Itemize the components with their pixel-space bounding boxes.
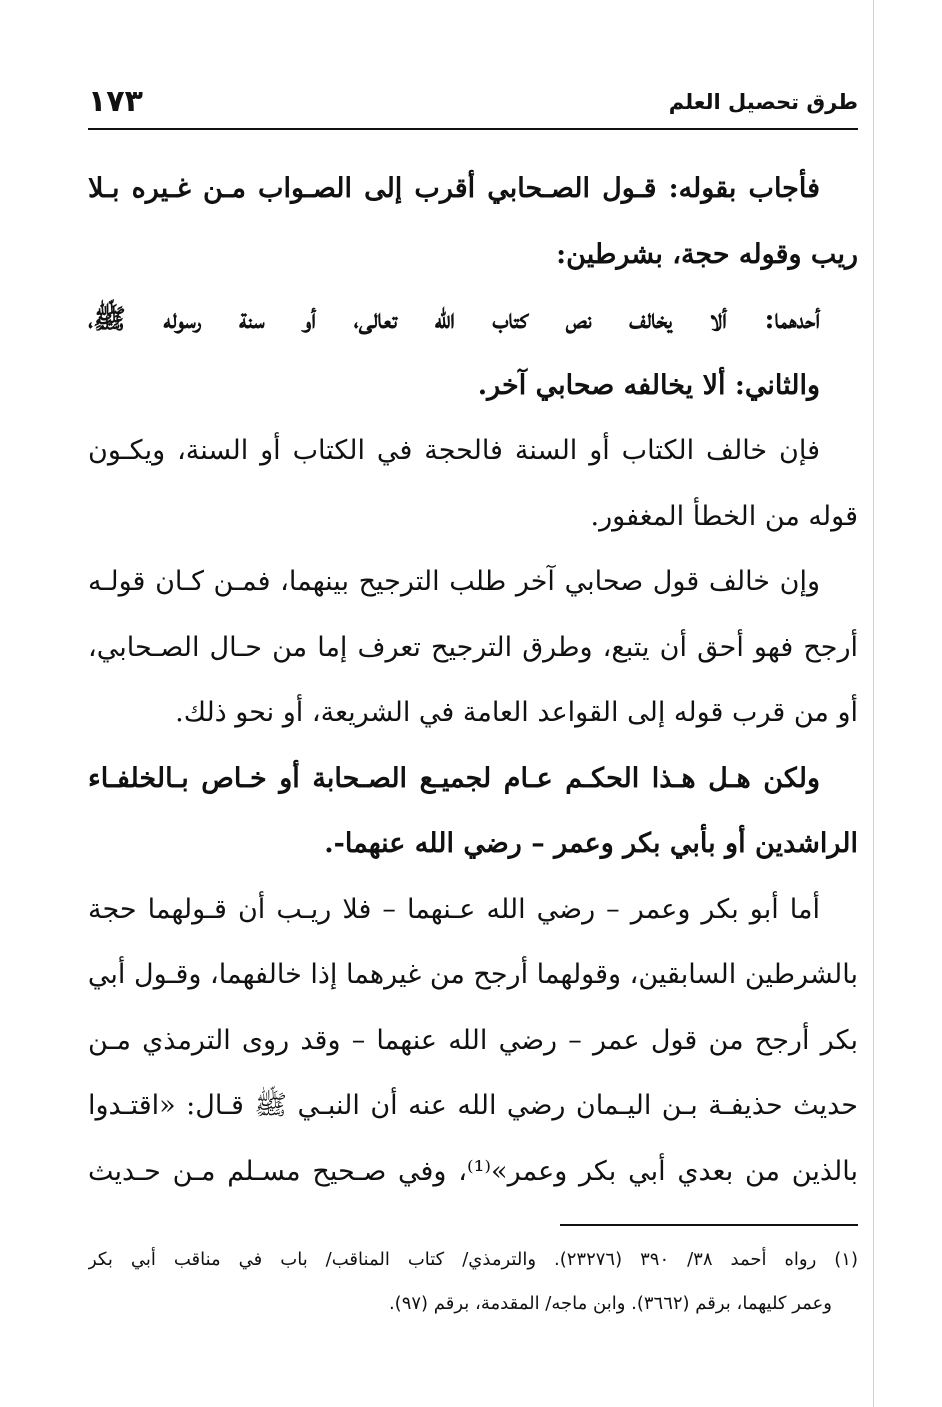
text-line: حديث حذيفـة بـن اليـمان رضي الله عنه أن النبـي ﷺ قـال: «اقتـدوا (88, 1090, 858, 1121)
footnote-line: (١) رواه أحمد ٣٨/ ٣٩٠ (٢٣٢٧٦). والترمذي/ كتاب المناقب/ باب في مناقب أبي بكر (88, 1249, 858, 1270)
text-line: أرجح فهو أحق أن يتبع، وطرق الترجيح تعرف إما من حـال الصـحابي، (88, 631, 858, 663)
text-line: بالشرطين السابقين، وقولهما أرجح من غيرهما إذا خالفهما، وقـول أبي (88, 959, 858, 990)
main-text (88, 156, 858, 1204)
footnote-rule (560, 1224, 858, 1226)
text-line: فأجاب بقوله: قـول الصـحابي أقرب إلى الصـواب مـن غـيره بـلا (88, 173, 820, 204)
text-line: والثاني: ألا يخالفه صحابي آخر. (477, 369, 820, 401)
text-line: بالذين من بعدي أبي بكر وعمر»⁽¹⁾، وفي صـحيح مسـلم مـن حـديث (88, 1155, 858, 1187)
page-header (88, 84, 858, 126)
text-line: الراشدين أو بأبي بكر وعمر – رضي الله عنهما-. (324, 828, 858, 859)
text-line: قوله من الخطأ المغفور. (590, 500, 858, 532)
text-line: وإن خالف قول صحابي آخر طلب الترجيح بينهما، فمـن كـان قولـه (88, 566, 820, 597)
footnotes (88, 1238, 858, 1326)
text-line: أما أبو بكر وعمر – رضي الله عـنهما – فلا ريـب أن قـولهما حجة (88, 893, 820, 925)
text-line: فإن خالف الكتاب أو السنة فالحجة في الكتاب أو السنة، ويكـون (88, 435, 820, 466)
text-line: بكر أرجح من قول عمر – رضي الله عنهما – وقد روى الترمذي مـن (88, 1024, 858, 1056)
header-rule (88, 128, 858, 130)
page-number: ١٧٣ (88, 84, 143, 119)
running-title: طرق تحصيل العلم (668, 90, 858, 114)
page-edge-line (873, 0, 874, 1407)
text-line: ولكن هـل هـذا الحكـم عـام لجميـع الصـحابة أو خـاص بـالخلفـاء (88, 762, 820, 794)
footnote-line: وعمر كليهما، برقم (٣٦٦٢). وابن ماجه/ المقدمة، برقم (٩٧). (388, 1293, 832, 1314)
text-line: أحدهما: ألا يخالف نص كتاب الله تعالى، أو سنة رسوله ﷺ، (88, 304, 820, 335)
text-line: أو من قرب قوله إلى القواعد العامة في الشريعة، أو نحو ذلك. (175, 697, 858, 728)
text-line: ريب وقوله حجة، بشرطين: (556, 238, 858, 270)
